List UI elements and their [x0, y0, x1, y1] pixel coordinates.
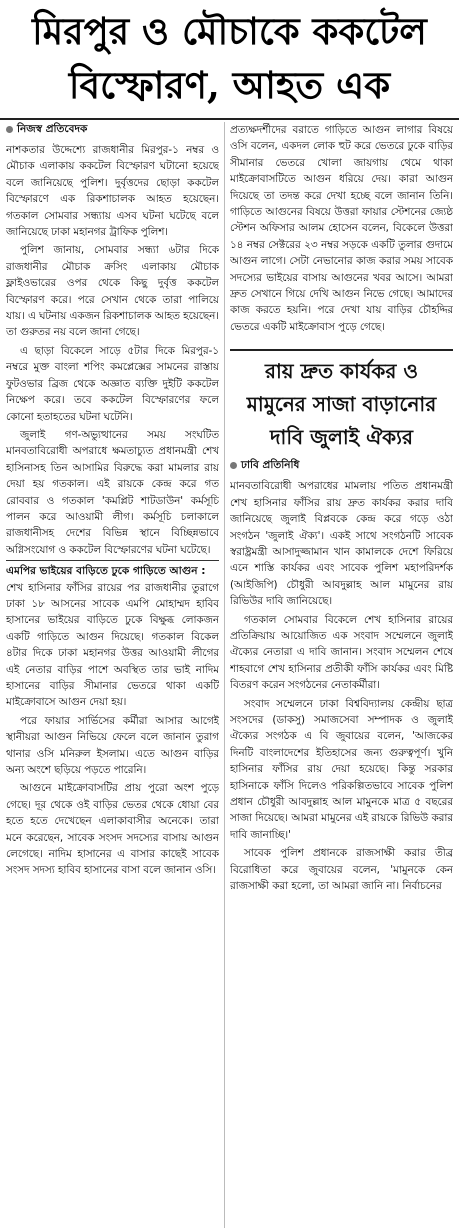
story2-headline: [230, 355, 453, 454]
main-headline-line1: মিরপুর ও মৌচাকে ককটেল: [32, 9, 427, 53]
story1-continued-paragraph: প্রত্যক্ষদর্শীদের বরাতে গাড়িতে আগুন লাগার বিষয়ে ওসি বলেন, একদল লোক হুট করে ভেতরে ঢুকে বাড়ির সীমানার ভেতরে খোলা জায়গায় থেমে থাকা মাইক্রোবাসটিতে আগুন ধরিয়ে দেয়। কারা আগুন দিয়েছে তা তদন্ত করে দেখা হচ্ছে বলে জানান তিনি। গাড়িতে আগুনের বিষয়ে উত্তরা ফায়ার স্টেশনের জ্যেষ্ঠ স্টেশন অফিসার আলম হোসেন বলেন, বিকেলে উত্তরা ১৪ নম্বর সেক্টরের ২৩ নম্বর সড়কে একটি তুলার গুদামে আগুন লাগে। সেটা নেভানোর কাজ করার সময় সাবেক সদস্যের ভাইয়ের বাসায় আগুনের খবর আসে। আমরা দ্রুত সেখানে গিয়ে দেখি আগুন নিভে গেছে। আমাদের কাজ করতে হয়নি। পরে দেখা যায় বাড়ির চৌহদ্দির ভেতরে একটি মাইক্রোবাস পুড়ে গেছে।: [230, 124, 453, 333]
story2-paragraph: সাবেক পুলিশ প্রধানকে রাজসাক্ষী করার তীব্র বিরোধিতা করে জুবায়ের বলেন, 'মামুনকে কেন রাজসাক্ষী করা হলো, তা আমরা জানি না। নির্বাচনের: [230, 847, 453, 893]
main-headline: [0, 0, 459, 118]
story2-headline-line3: দাবি জুলাই ঐক্যর: [270, 425, 413, 450]
story1-paragraph: জুলাই গণ-অভ্যুত্থানের সময় সংঘটিত মানবতাবিরোধী অপরাধে ক্ষমতাচ্যুত প্রধানমন্ত্রী শেখ হাসিনাসহ তিন আসামির বিরুদ্ধে করা মামলার রায় দেয়া হয় গতকাল। এই রায়কে কেন্দ্র করে গত রোববার ও গতকাল 'কমপ্লিট শাটডাউন' কর্মসূচি পালন করে আওয়ামী লীগ। কর্মসূচি চলাকালে রাজধানীসহ দেশের বিভিন্ন স্থানে বিচ্ছিন্নভাবে অগ্নিসংযোগ ও ককটেল বিস্ফোরণের ঘটনা ঘটেছে।: [6, 428, 219, 556]
story1-byline-text: নিজস্ব প্রতিবেদক: [17, 123, 88, 135]
story2-headline-line1: রায় দ্রুত কার্যকর ও: [264, 359, 419, 384]
story1-paragraph: আগুনে মাইক্রোবাসটির প্রায় পুরো অংশ পুড়ে গেছে। দূর থেকে ওই বাড়ির ভেতর থেকে ধোয়া বের হতে হতে দেখেছেন এলাকাবাসীর অনেকে। তারা মনে করেছেন, সাবেক সংসদ সদস্যের বাসায় আগুন লেগেছে। নাদিম হাসানের এ বাসার কাছেই সাবেক সংসদ সদস্য হাবিব হাসানের বাসা বলে জানান ওসি।: [6, 782, 219, 877]
bullet-icon: [6, 126, 13, 133]
headline-rule: [0, 118, 459, 120]
story1-paragraph: পুলিশ জানায়, সোমবার সন্ধ্যা ৬টার দিকে রাজধানীর মৌচাক ক্রসিং এলাকায় মৌচাক ফ্লাইওভারের ওপর থেকে কিছু দুর্বৃত্ত ককটেল বিস্ফোরণ করে। পরে সেখান থেকে তারা পালিয়ে যায়। এ ঘটনায় একজন রিকশাচালক আহত হয়েছেন। তা গুরুতর নয় বলে জানা গেছে।: [6, 244, 219, 339]
main-headline-line2: বিস্ফোরণ, আহত এক: [68, 63, 391, 107]
story2-paragraph: মানবতাবিরোধী অপরাধের মামলায় পতিত প্রধানমন্ত্রী শেখ হাসিনার ফাঁসির রায় দ্রুত কার্যকর করার দাবি জানিয়েছে জুলাই বিপ্লবকে কেন্দ্র করে গড়ে ওঠা সংগঠন 'জুলাই ঐক্য'। একই সাথে সংগঠনটি সাবেক স্বরাষ্ট্রমন্ত্রী আসাদুজ্জামান খান কামালকে দেশে ফিরিয়ে এনে শাস্তি কার্যকর এবং সাবেক পুলিশ মহাপরিদর্শক (আইজিপি) চৌধুরী আবদুল্লাহ আল মামুনের রায় রিভিউর দাবি জানিয়েছে।: [230, 480, 453, 608]
story1-paragraph: পরে ফায়ার সার্ভিসের কর্মীরা আসার আগেই স্থানীয়রা আগুন নিভিয়ে ফেলে বলে জানান তুরাগ থানার ওসি মনিরুল ইসলাম। এতে আগুন বাড়ির অন্য অংশে ছড়িয়ে পড়তে পারেনি।: [6, 714, 219, 777]
story2-headline-line2: মামুনের সাজা বাড়ানোর: [246, 392, 437, 417]
column-divider: [224, 122, 225, 1228]
story2-byline-text: ঢাবি প্রতিনিধি: [241, 459, 300, 472]
right-column: [230, 122, 453, 1228]
story1-byline: [6, 122, 219, 136]
story2-paragraph: সংবাদ সম্মেলনে ঢাকা বিশ্ববিদ্যালয় কেন্দ্রীয় ছাত্র সংসদের (ডাকসু) সমাজসেবা সম্পাদক ও জুলাই ঐক্যের সংগঠক এ বি জুবায়ের বলেন, 'আজকের দিনটি বাংলাদেশের ইতিহাসের জন্য গুরুত্বপূর্ণ। খুনি হাসিনার ফাঁসির রায় দেয়া হয়েছে। কিন্তু সরকার হাসিনাকে ফাঁসি দিলেও পরিকল্পিতভাবে সাবেক পুলিশ প্রধান চৌধুরী আবদুল্লাহ আল মামুনকে মাত্র ৫ বছরের সাজা দিয়েছে। আমরা মামুনের এই রায়কে রিভিউ করার দাবি জানাচ্ছি।': [230, 697, 453, 841]
story1-subhead: এমপির ভাইয়ের বাড়িতে ঢুকে গাড়িতে আগুন :: [6, 560, 219, 579]
story2-byline: [230, 458, 453, 472]
left-column: [6, 122, 219, 1228]
story2-rule: [230, 349, 453, 351]
story1-paragraph: নাশকতার উদ্দেশ্যে রাজধানীর মিরপুর-১ নম্বর ও মৌচাক এলাকায় ককটেল বিস্ফোরণ ঘটানো হয়েছে বলে জানিয়েছে পুলিশ। দুর্বৃত্তদের ছোড়া ককটেল বিস্ফোরণে এক রিকশাচালক আহত হয়েছেন। গতকাল সোমবার সন্ধ্যায় এসব ঘটনা ঘটেছে বলে জানিয়েছে ঢাকা মহানগর ট্রাফিক পুলিশ।: [6, 144, 219, 239]
story2-paragraph: গতকাল সোমবার বিকেলে শেখ হাসিনার রায়ের প্রতিক্রিয়ায় আয়োজিত এক সংবাদ সম্মেলনে জুলাই ঐক্যের নেতারা এ দাবি জানান। সংবাদ সম্মেলন শেষে শাহবাগে শেখ হাসিনার প্রতীকী ফাঁসি কার্যকর এবং মিষ্টি বিতরণ করেন সংগঠনের নেতাকর্মীরা।: [230, 613, 453, 692]
story1-paragraph: এ ছাড়া বিকেলে সাড়ে ৫টার দিকে মিরপুর-১ নম্বরে মুক্ত বাংলা শপিং কমপ্লেক্সের সামনের রাস্তায় ফুটওভার ব্রিজ থেকে অজ্ঞাত ব্যক্তি দুইটি ককটেল নিক্ষেপ করে। তবে ককটেল বিস্ফোরণের ফলে কোনো হতাহতের ঘটনা ঘটেনি।: [6, 344, 219, 423]
story1-paragraph: শেখ হাসিনার ফাঁসির রায়ের পর রাজধানীর তুরাগে ঢাকা ১৮ আসনের সাবেক এমপি মোহাম্মদ হাবিব হাসানের ভাইয়ের বাড়িতে ঢুকে বিক্ষুব্ধ লোকজন একটি গাড়িতে আগুন দিয়েছে। গতকাল বিকেল ৪টার দিকে ঢাকা মহানগর উত্তর আওয়ামী লীগের এই নেতার বাড়ির পাশে অবস্থিত তার ভাই নাদিম হাসানের বাড়ির সীমানার ভেতরে থাকা একটি মাইক্রোবাসে আগুন দেয়া হয়।: [6, 581, 219, 709]
bullet-icon: [230, 462, 237, 469]
